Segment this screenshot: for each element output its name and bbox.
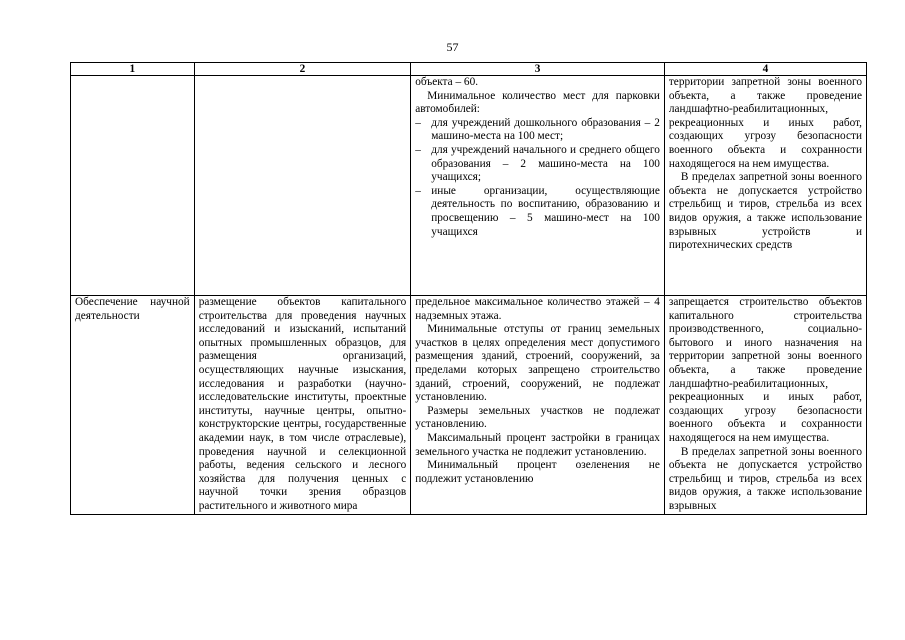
table-row-science [71, 296, 867, 515]
row2-col4-text-1: запрещается строительство объектов капитального строительства производственного, социально-бытового и иного назначения на территории запретной зоны военного объекта, а также проведение ландшафтно-реабилитационных, рекреационных и иных работ, создающих угрозу безопасности военного объекта и сохранности находящегося на нем имущества. [668, 296, 862, 444]
row1-col4-cell [664, 76, 866, 296]
page-number: 57 [446, 40, 459, 54]
row2-col4-text-2: В пределах запретной зоны военного объекта не допускается устройство стрельбищ и тиров, стрельба из всех видов оружия, а также использование взрывных [668, 445, 862, 512]
column-header-3: 3 [411, 63, 665, 76]
row1-col3-cell [411, 76, 665, 296]
row2-col3-text-3: Размеры земельных участков не подлежат установлению. [415, 404, 660, 431]
row2-col1-cell: Обеспечение научной деятельности [71, 296, 195, 515]
row1-col3-text-2: Минимальное количество мест для парковки автомобилей: [415, 89, 660, 116]
row1-col3-bullet-3: – иные организации, осуществляющие деятельность по воспитанию, образованию и просвещению – 5 машино-мест на 100 учащихся [415, 185, 660, 239]
row2-col3-text-4: Максимальный процент застройки в границах земельного участка не подлежит установлению. [415, 431, 660, 458]
row2-col2-cell: размещение объектов капитального строительства для проведения научных исследований и изысканий, испытаний опытных промышленных образцов, для размещения организаций, осуществляющих научные изыскания, исследования и разработки (научно-исследовательские институты, проектные институты, научные центры, опытно-конструкторские центры, государственные академии наук, в том числе отраслевые), проведения научной и селекционной работы, ведения сельского и лесного хозяйства для получения ценных с научной точки зрения образцов растительного и животного мира [194, 296, 411, 515]
row1-col3-bullet-2: – для учреждений начального и среднего общего образования – 2 машино-места на 100 учащихся; [415, 144, 660, 185]
row2-col3-text-2: Минимальные отступы от границ земельных участков в целях определения мест допустимого размещения зданий, строений, сооружений, за пределами которых запрещено строительство зданий, строений, сооружений, не подлежат установлению. [415, 323, 660, 404]
row1-col3-bullet-1: – для учреждений дошкольного образования – 2 машино-места на 100 мест; [415, 117, 660, 144]
row1-col2-cell [194, 76, 411, 296]
row1-col4-text-2: В пределах запретной зоны военного объекта не допускается устройство стрельбищ и тиров, стрельба из всех видов оружия, а также использование взрывных устройств и пиротехнических средств [668, 171, 862, 252]
column-header-4: 4 [664, 63, 866, 76]
column-header-2: 2 [194, 63, 411, 76]
row2-col3-cell [411, 296, 665, 515]
column-header-1: 1 [71, 63, 195, 76]
table-header-row [71, 63, 867, 76]
regulations-table [70, 62, 867, 515]
table-row-continuation [71, 76, 867, 296]
row1-col3-text-1: объекта – 60. [415, 76, 479, 88]
row2-col3-text-1: предельное максимальное количество этажей – 4 надземных этажа. [415, 296, 660, 322]
row1-col4-text-1: территории запретной зоны военного объекта, а также проведение ландшафтно-реабилитационных, рекреационных и иных работ, создающих угрозу безопасности военного объекта и сохранности находящегося на нем имущества. [668, 76, 862, 170]
row2-col3-text-5: Минимальный процент озеленения не подлежит установлению [415, 459, 660, 485]
row2-col4-cell [664, 296, 866, 515]
row1-col1-cell [71, 76, 195, 296]
